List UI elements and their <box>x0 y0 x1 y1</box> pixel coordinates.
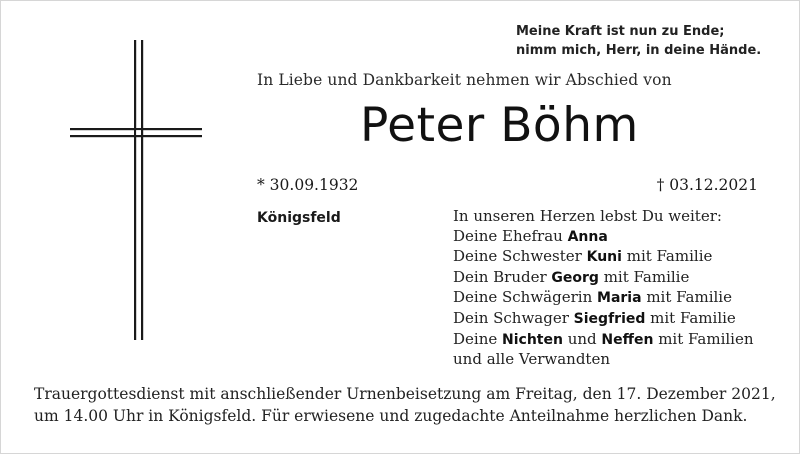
mourner-line: Dein Schwager Siegfried mit Familie <box>453 308 736 327</box>
service-notice <box>34 383 776 427</box>
intro-text: In Liebe und Dankbarkeit nehmen wir Abschied von <box>257 71 672 89</box>
birth-date: * 30.09.1932 <box>257 176 359 194</box>
death-date: † 03.12.2021 <box>656 176 758 194</box>
verse-line-2: nimm mich, Herr, in deine Hände. <box>516 43 762 58</box>
mourner-line: Dein Bruder Georg mit Familie <box>453 267 690 286</box>
service-line-1: Trauergottesdienst mit anschließender Urnenbeisetzung am Freitag, den 17. Dezember 2021, <box>34 385 776 403</box>
verse <box>516 22 761 60</box>
mourner-line: Deine Schwägerin Maria mit Familie <box>453 288 732 307</box>
verse-line-1: Meine Kraft ist nun zu Ende; <box>516 24 725 39</box>
deceased-name: Peter Böhm <box>360 98 639 153</box>
place-name: Königsfeld <box>257 210 341 226</box>
cross-icon <box>70 40 202 340</box>
mourner-line: Deine Schwester Kuni mit Familie <box>453 247 713 266</box>
mourners-list <box>453 207 754 370</box>
mourners-closing: und alle Verwandten <box>453 350 610 369</box>
mourner-line: Deine Nichten und Neffen mit Familien <box>453 329 754 348</box>
mourner-line: Deine Ehefrau Anna <box>453 226 608 245</box>
service-line-2: um 14.00 Uhr in Königsfeld. Für erwiesene und zugedachte Anteilnahme herzlichen Dank. <box>34 407 748 425</box>
mourners-heading: In unseren Herzen lebst Du weiter: <box>453 207 722 225</box>
